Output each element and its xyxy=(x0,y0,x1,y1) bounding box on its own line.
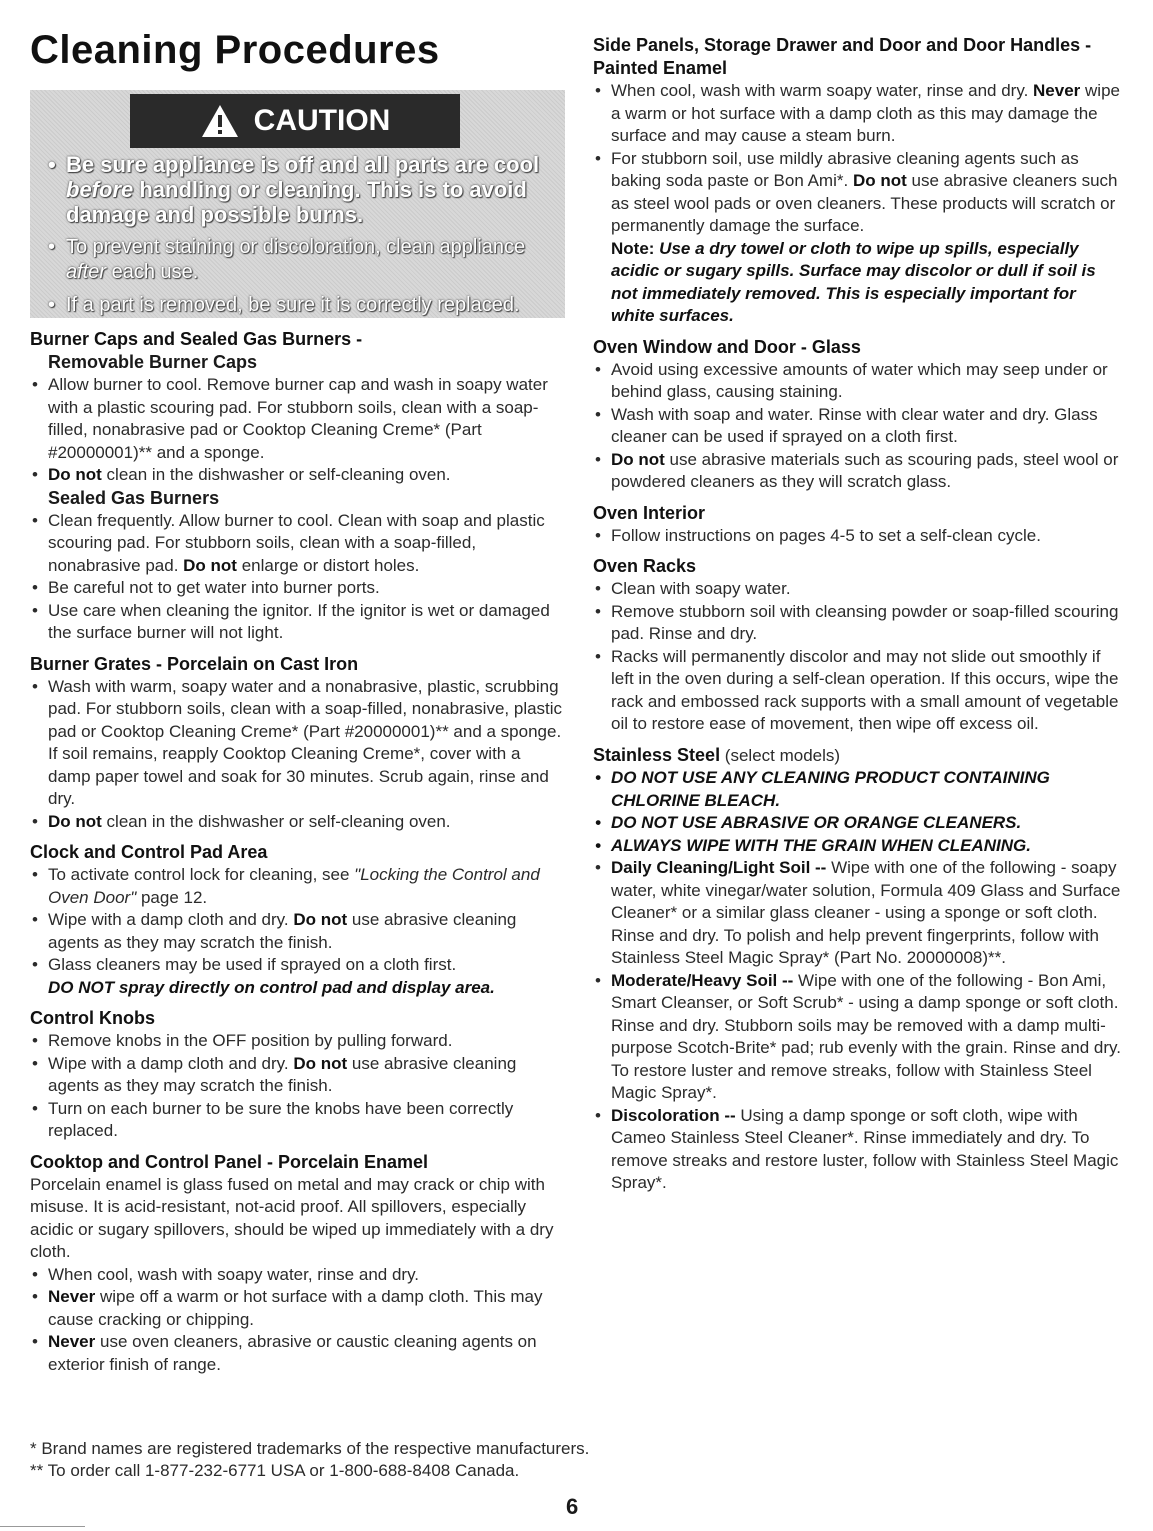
right-column xyxy=(593,34,1123,1203)
list-item: • Do not clean in the dishwasher or self-cleaning oven. xyxy=(30,811,565,834)
list-item: • When cool, wash with soapy water, rinse and dry. xyxy=(30,1264,565,1287)
warning-text: • DO NOT USE ABRASIVE OR ORANGE CLEANERS. xyxy=(593,812,1123,835)
list-item: • Do not clean in the dishwasher or self-cleaning oven. xyxy=(30,464,565,487)
section-oven-window xyxy=(593,336,1123,494)
section-heading: Oven Interior xyxy=(593,502,706,523)
list-item: • Remove knobs in the OFF position by pulling forward. xyxy=(30,1030,565,1053)
warning-text: • DO NOT USE ANY CLEANING PRODUCT CONTAINING CHLORINE BLEACH. xyxy=(593,767,1123,812)
page-title: Cleaning Procedures xyxy=(30,28,440,72)
paragraph: Porcelain enamel is glass fused on metal and may crack or chip with misuse. It is acid-resistant, not-acid proof. All spillovers, especially acidic or sugary spillovers, should be wiped up immediately with a dry cloth. xyxy=(30,1174,554,1261)
list-item: • For stubborn soil, use mildly abrasive cleaning agents such as baking soda paste or Bon Ami*. Do not use abrasive cleaners such as steel wool pads or oven cleaners. These products will scratch or permanently damage the surface. xyxy=(593,148,1123,238)
section-heading: Control Knobs xyxy=(30,1008,155,1028)
caution-item: • Be sure appliance is off and all parts are cool before handling or cleaning. This is to avoid damage and possible burns. xyxy=(48,152,555,227)
subheading: Sealed Gas Burners xyxy=(48,487,220,508)
section-heading: Burner Grates - Porcelain on Cast Iron xyxy=(30,653,359,674)
warning-text: DO NOT spray directly on control pad and display area. xyxy=(48,977,495,997)
list-item: • Never use oven cleaners, abrasive or caustic cleaning agents on exterior finish of range. xyxy=(30,1331,565,1376)
warning-text: • ALWAYS WIPE WITH THE GRAIN WHEN CLEANING. xyxy=(593,835,1123,858)
section-cooktop xyxy=(30,1151,565,1377)
list-item: • When cool, wash with warm soapy water, rinse and dry. Never wipe a warm or hot surface with a damp cloth as this may damage the surface and may cause a steam burn. xyxy=(593,80,1123,148)
list-item: • Be careful not to get water into burner ports. xyxy=(30,577,565,600)
caution-item: • If a part is removed, be sure it is correctly replaced. xyxy=(48,293,555,318)
section-oven-racks xyxy=(593,555,1123,736)
caution-label: CAUTION xyxy=(253,104,391,137)
list-item: • Discoloration -- Using a damp sponge or soft cloth, wipe with Cameo Stainless Steel Cleaner*. Rinse immediately and dry. To remove streaks and restore luster, follow with Stainless Steel Magic Spray*. xyxy=(593,1105,1123,1195)
list-item: • Wipe with a damp cloth and dry. Do not use abrasive cleaning agents as they may scratch the finish. xyxy=(30,1053,565,1098)
section-heading: Oven Racks xyxy=(593,556,697,576)
list-item: • Never wipe off a warm or hot surface with a damp cloth. This may cause cracking or chipping. xyxy=(30,1286,565,1331)
list-item: • Remove stubborn soil with cleansing powder or soap-filled scouring pad. Rinse and dry. xyxy=(593,601,1123,646)
list-item: • Wipe with a damp cloth and dry. Do not use abrasive cleaning agents as they may scratch the finish. xyxy=(30,909,565,954)
list-item: • Do not use abrasive materials such as scouring pads, steel wool or powdered cleaners as they will scratch glass. xyxy=(593,449,1123,494)
footnote: * Brand names are registered trademarks of the respective manufacturers. xyxy=(30,1439,590,1458)
list-item: • Use care when cleaning the ignitor. If the ignitor is wet or damaged the surface burner will not light. xyxy=(30,600,565,645)
list-item: • Avoid using excessive amounts of water which may seep under or behind glass, causing staining. xyxy=(593,359,1123,404)
section-grates xyxy=(30,653,565,834)
list-item: • To activate control lock for cleaning, see "Locking the Control and Oven Door" page 12. xyxy=(30,864,565,909)
list-item: • Daily Cleaning/Light Soil -- Wipe with one of the following - soapy water, white vinegar/water solution, Formula 409 Glass and Surface Cleaner* or a similar glass cleaner - using a sponge or soft cloth. Rinse and dry. To polish and help prevent fingerprints, follow with Stainless Steel Magic Spray* (Part No. 20000008)**. xyxy=(593,857,1123,970)
section-heading: Cooktop and Control Panel - Porcelain Enamel xyxy=(30,1151,429,1172)
section-heading: Stainless Steel (select models) xyxy=(593,744,841,765)
list-item: • Racks will permanently discolor and may not slide out smoothly if left in the oven during a self-clean operation. If this occurs, wipe the rack and embossed rack supports with a small amount of vegetable oil to restore ease of movement, then wipe off excess oil. xyxy=(593,646,1123,736)
section-stainless xyxy=(593,744,1123,1195)
list-item: • Moderate/Heavy Soil -- Wipe with one of the following - Bon Ami, Smart Cleanser, or Soft Scrub* - using a damp sponge or soft cloth. Rinse and dry. Stubborn soils may be removed with a damp multi-purpose Scotch-Brite* pad; rub evenly with the grain. Rinse and dry. To restore luster and remove streaks, follow with Stainless Steel Magic Spray*. xyxy=(593,970,1123,1105)
list-item: • Wash with soap and water. Rinse with clear water and dry. Glass cleaner can be used if sprayed on a cloth first. xyxy=(593,404,1123,449)
left-column xyxy=(30,328,565,1384)
page-number: 6 xyxy=(566,1494,579,1519)
list-item: • Follow instructions on pages 4-5 to set a self-clean cycle. xyxy=(593,525,1123,548)
list-item: • Wash with warm, soapy water and a nonabrasive, plastic, scrubbing pad. For stubborn soils, clean with a soap-filled, nonabrasive, plastic pad or Cooktop Cleaning Creme* (Part #20000001)** and a sponge. If soil remains, reapply Cooktop Cleaning Creme*, cover with a damp paper towel and soak for 30 minutes. Scrub again, rinse and dry. xyxy=(30,676,565,811)
list-item: • Turn on each burner to be sure the knobs have been correctly replaced. xyxy=(30,1098,565,1143)
subheading: Removable Burner Caps xyxy=(48,352,258,372)
note-text: Note: Use a dry towel or cloth to wipe up spills, especially acidic or sugary spills. Surface may discolor or dull if soil is not immediately removed. This is especially important for white surfaces. xyxy=(611,238,1096,325)
caution-item: • To prevent staining or discoloration, clean appliance after each use. xyxy=(48,235,555,285)
section-heading: Clock and Control Pad Area xyxy=(30,842,268,862)
list-item: • Clean frequently. Allow burner to cool. Clean with soap and plastic scouring pad. For stubborn soils, clean with a soap-filled, nonabrasive pad. Do not enlarge or distort holes. xyxy=(30,510,565,578)
list-item: • Clean with soapy water. xyxy=(593,578,1123,601)
list-item: • Glass cleaners may be used if sprayed on a cloth first. xyxy=(30,954,565,977)
warning-triangle-icon xyxy=(200,103,240,139)
list-item: • Allow burner to cool. Remove burner cap and wash in soapy water with a plastic scouring pad. For stubborn soils, clean with a soap-filled, nonabrasive pad or Cooktop Cleaning Creme* (Part #20000001)** and a sponge. xyxy=(30,374,565,464)
section-burner-caps xyxy=(30,328,565,645)
section-side-panels xyxy=(593,34,1123,328)
footnote: ** To order call 1-877-232-6771 USA or 1-800-688-8408 Canada. xyxy=(30,1461,520,1480)
section-clock xyxy=(30,841,565,999)
section-knobs xyxy=(30,1007,565,1143)
section-heading: Burner Caps and Sealed Gas Burners - xyxy=(30,329,363,349)
section-heading: Oven Window and Door - Glass xyxy=(593,336,861,357)
section-heading: Side Panels, Storage Drawer and Door and Door Handles - Painted Enamel xyxy=(593,35,1092,78)
footnotes xyxy=(30,1438,1120,1482)
bottom-rule xyxy=(0,1526,85,1527)
caution-list xyxy=(48,152,555,326)
caution-header xyxy=(130,94,460,148)
section-oven-interior xyxy=(593,502,1123,548)
caution-box xyxy=(30,90,565,318)
